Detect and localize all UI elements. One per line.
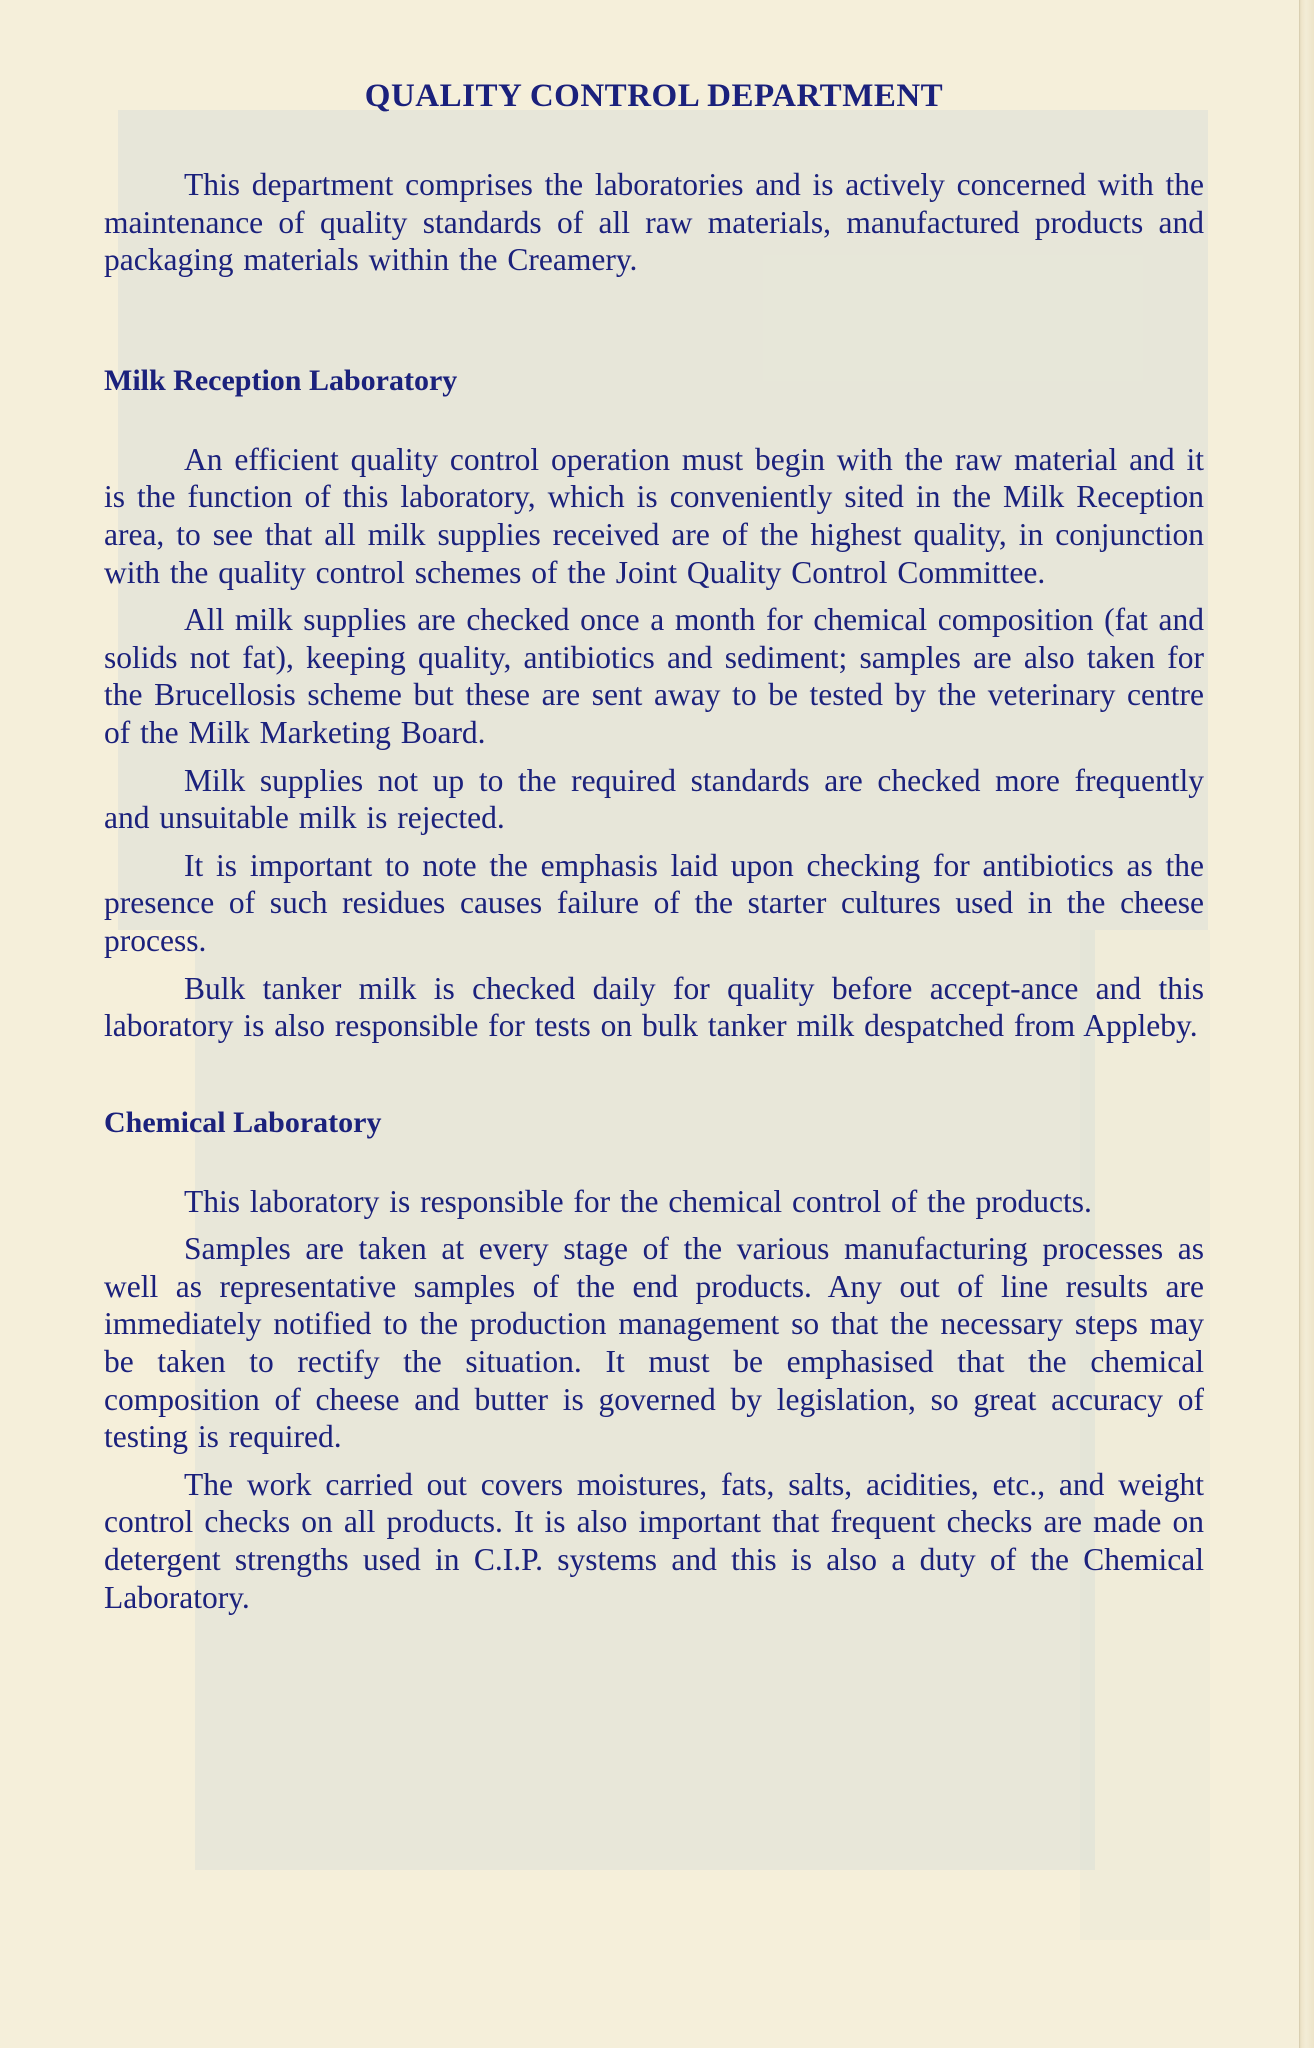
paragraph: Milk supplies not up to the required standards are checked more frequently and unsuitable milk is rejected. (104, 762, 1204, 836)
page-title: QUALITY CONTROL DEPARTMENT (364, 78, 944, 114)
section-chemical-laboratory (104, 1105, 1204, 1617)
paragraph: It is important to note the emphasis laid upon checking for antibiotics as the presence of such residues causes failure of the starter cultures used in the cheese process. (104, 847, 1204, 958)
section-heading: Chemical Laboratory (104, 1105, 382, 1139)
section-heading: Milk Reception Laboratory (104, 363, 458, 397)
paragraph: This laboratory is responsible for the chemical control of the products. (184, 1183, 1092, 1219)
paragraph: Samples are taken at every stage of the various manufacturing processes as well as representative samples of the end products. Any out of line results are immediately notified to the production management so that the necessary steps may be taken to rectify the situation. It must be emphasised that the chemical composition of cheese and butter is governed by legislation, so great accuracy of testing is required. (104, 1231, 1204, 1455)
paragraph: The work carried out covers moistures, fats, salts, acidities, etc., and weight control checks on all products. It is also important that frequent checks are made on detergent strengths used in C.I.P. systems and this is also a duty of the Chemical Laboratory. (104, 1466, 1204, 1615)
document-page (104, 70, 1204, 1616)
paragraph: Bulk tanker milk is checked daily for quality before accept-ance and this laboratory is also responsible for tests on bulk tanker milk despatched from Appleby. (104, 970, 1204, 1044)
paragraph: An efficient quality control operation must begin with the raw material and it is the function of this laboratory, which is conveniently sited in the Milk Reception area, to see that all milk supplies received are of the highest quality, in conjunction with the quality control schemes of the Joint Quality Control Committee. (104, 441, 1204, 590)
intro-paragraph: This department comprises the laboratories and is actively concerned with the maintenance of quality standards of all raw materials, manufactured products and packaging materials within the Creamery. (104, 167, 1204, 278)
section-milk-reception-laboratory (104, 363, 1204, 1045)
page-edge (1299, 0, 1314, 2048)
paragraph: All milk supplies are checked once a month for chemical composition (fat and solids not fat), keeping quality, antibiotics and sediment; samples are also taken for the Brucellosis scheme but these are sent away to be tested by the veterinary centre of the Milk Marketing Board. (104, 602, 1204, 750)
